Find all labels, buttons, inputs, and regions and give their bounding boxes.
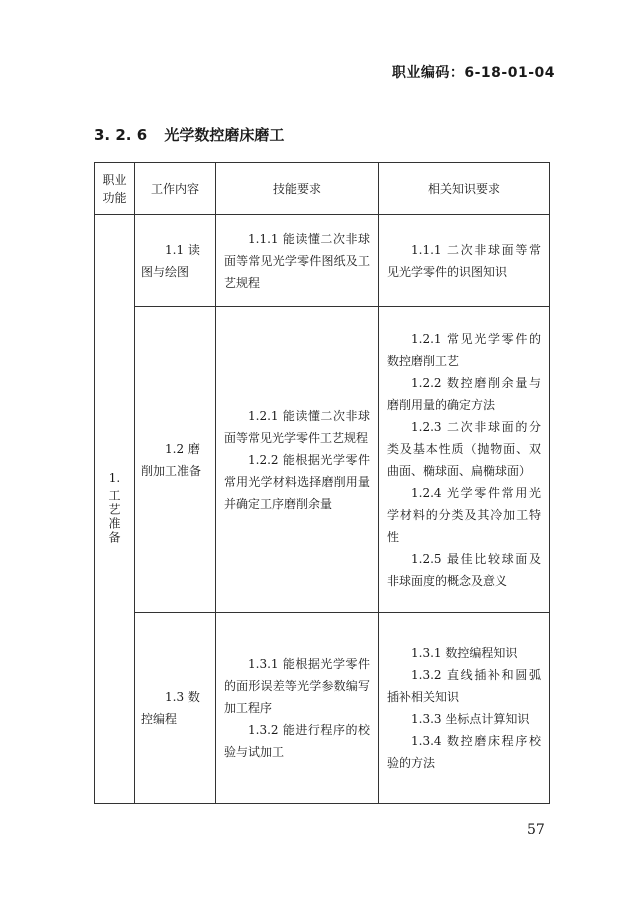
requirement-item: 1.3.2 能进行程序的校验与试加工 — [224, 723, 370, 759]
requirement-item: 1.3.3 坐标点计算知识 — [411, 712, 530, 726]
function-name: 工艺准备 — [107, 488, 121, 545]
section-name: 光学数控磨床磨工 — [164, 126, 285, 144]
knowledge-cell — [379, 307, 550, 613]
requirement-item: 1.1.1 二次非球面等常见光学零件的识图知识 — [387, 242, 541, 279]
skill-requirements-table — [94, 162, 550, 804]
requirement-item: 1.3.1 能根据光学零件的面形误差等光学参数编写加工程序 — [224, 657, 370, 715]
table-row — [95, 613, 550, 804]
work-content-cell: 1.1 读图与绘图 — [135, 215, 216, 307]
header-function: 职业 功能 — [95, 163, 135, 215]
header-work-content: 工作内容 — [135, 163, 216, 215]
requirement-item: 1.2.1 常见光学零件的数控磨削工艺 — [387, 331, 541, 368]
page-number: 57 — [527, 822, 545, 838]
skill-cell — [216, 307, 379, 613]
requirement-item: 1.2.1 能读懂二次非球面等常见光学零件工艺规程 — [224, 408, 370, 445]
header-knowledge-requirements: 相关知识要求 — [379, 163, 550, 215]
knowledge-cell — [379, 215, 550, 307]
skill-cell — [216, 613, 379, 804]
skill-cell — [216, 215, 379, 307]
function-cell — [95, 215, 135, 804]
requirement-item: 1.1.1 能读懂二次非球面等常见光学零件图纸及工艺规程 — [224, 231, 370, 290]
occupation-code: 职业编码：6-18-01-04 — [391, 65, 555, 81]
work-content-cell: 1.3 数控编程 — [135, 613, 216, 804]
table-row — [95, 307, 550, 613]
table-header-row — [95, 163, 550, 215]
requirement-item: 1.2.2 能根据光学零件常用光学材料选择磨削用量并确定工序磨削余量 — [224, 452, 370, 511]
section-title — [94, 124, 284, 145]
requirement-item: 1.2.2 数控磨削余量与磨削用量的确定方法 — [387, 375, 541, 412]
requirement-item: 1.2.4 光学零件常用光学材料的分类及其冷加工特性 — [387, 485, 541, 544]
section-number: 3. 2. 6 — [94, 126, 148, 144]
requirement-item: 1.3.1 数控编程知识 — [411, 646, 518, 660]
header-skill-requirements: 技能要求 — [216, 163, 379, 215]
requirement-item: 1.2.5 最佳比较球面及非球面度的概念及意义 — [387, 551, 541, 588]
table-row — [95, 215, 550, 307]
requirement-item: 1.3.2 直线插补和圆弧插补相关知识 — [387, 668, 541, 704]
requirement-item: 1.2.3 二次非球面的分类及基本性质（抛物面、双曲面、椭球面、扁椭球面） — [387, 419, 541, 478]
requirement-item: 1.3.4 数控磨床程序校验的方法 — [387, 734, 541, 770]
knowledge-cell — [379, 613, 550, 804]
work-content-cell: 1.2 磨削加工准备 — [135, 307, 216, 613]
function-number: 1. — [108, 470, 121, 485]
